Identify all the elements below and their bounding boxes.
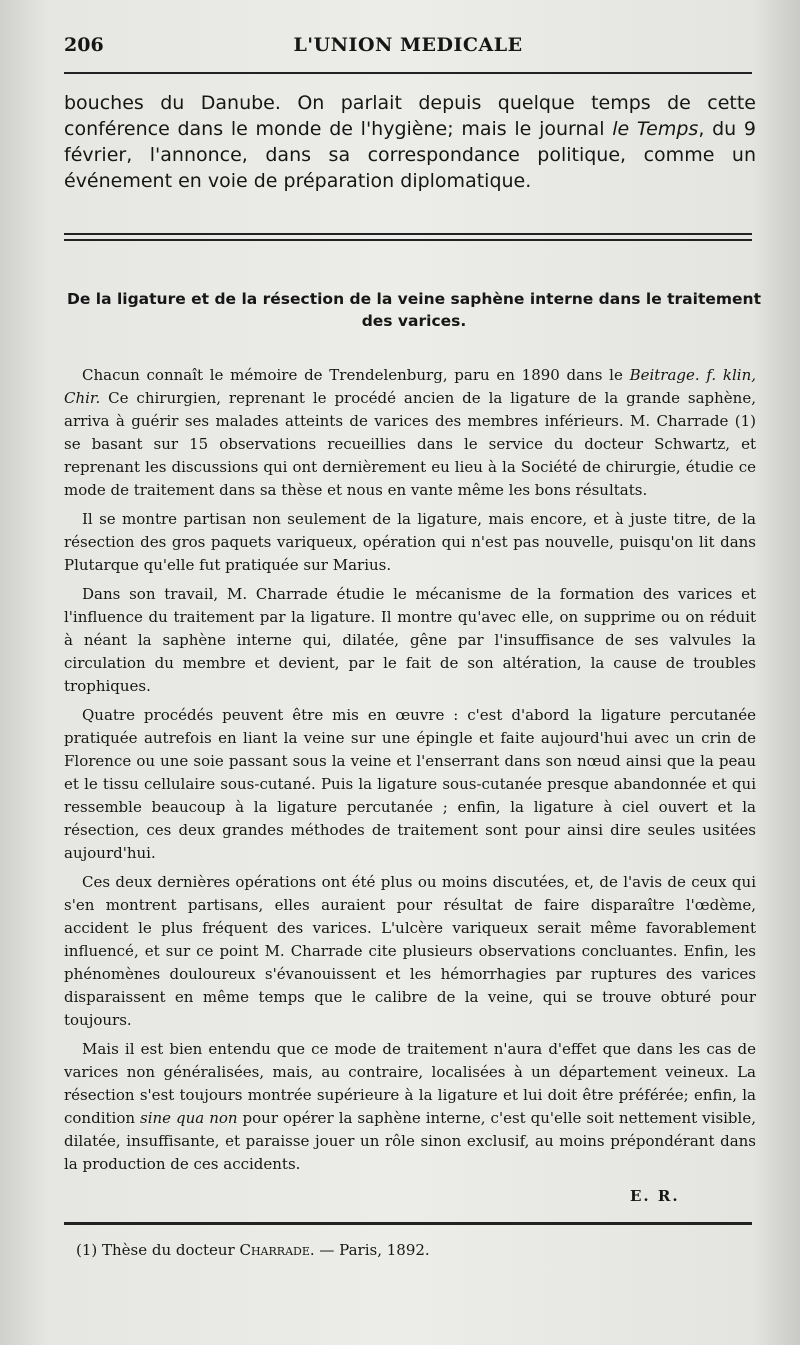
footnote-rule bbox=[64, 1222, 752, 1225]
text-segment: Chacun connaît le mémoire de Trendelenburg, paru en 1890 dans le bbox=[82, 366, 630, 384]
footnote-text: (1) Thèse du docteur bbox=[76, 1241, 240, 1259]
previous-article-paragraph bbox=[64, 90, 756, 194]
text-segment: bouches du Danube. On parlait depuis quelque temps de cette conférence dans le monde de l'hygiène; mais le journal bbox=[64, 92, 756, 140]
paragraph-2: Il se montre partisan non seulement de la ligature, mais encore, et à juste titre, de la résection des gros paquets variqueux, opération qui n'est pas nouvelle, puisqu'on lit dans Plutarque qu'elle fut pratiquée sur Marius. bbox=[64, 510, 756, 574]
footnote bbox=[76, 1240, 756, 1260]
author-signature: E. R. bbox=[630, 1187, 680, 1205]
newspaper-name: le Temps bbox=[612, 118, 699, 140]
previous-article-text bbox=[64, 90, 756, 194]
text-segment: , du 9 février, l'annonce, dans sa correspondance politique, comme un événement en voie de préparation diplomatique. bbox=[64, 118, 756, 192]
footnote-text: . — Paris, 1892. bbox=[309, 1241, 430, 1259]
header-rule bbox=[64, 72, 752, 74]
paragraph-4: Quatre procédés peuvent être mis en œuvre : c'est d'abord la ligature percutanée pratiquée autrefois en liant la veine sur une épingle et faite aujourd'hui avec un crin de Florence ou une soie passant sous la veine et l'enserrant dans son nœud ainsi que la peau et le tissu cellulaire sous-cutané. Puis la ligature sous-cutanée presque abandonnée et qui ressemble beaucoup à la ligature percutanée ; enfin, la ligature à ciel ouvert et la résection, ces deux grandes méthodes de traitement sont pour ainsi dire seules usitées aujourd'hui. bbox=[64, 706, 756, 862]
section-divider-top bbox=[64, 233, 752, 235]
text-segment: Ce chirurgien, reprenant le procédé ancien de la ligature de la grande saphène, arriva à guérir ses malades atteints de varices des membres inférieurs. M. Charrade (1) se basant sur 15 observations recueillies dans le service du docteur Schwartz, et reprenant les discussions qui ont dernièrement eu lieu à la Société de chirurgie, étudie ce mode de traitement dans sa thèse et nous en vante même les bons résultats. bbox=[64, 389, 756, 499]
journal-title: L'UNION MEDICALE bbox=[293, 34, 523, 56]
page-header bbox=[64, 30, 752, 62]
footnote-author: Charrade bbox=[239, 1241, 310, 1259]
page-number: 206 bbox=[64, 34, 104, 56]
article-title: De la ligature et de la résection de la veine saphène interne dans le traitement des varices. bbox=[67, 290, 761, 330]
paragraph-1 bbox=[64, 364, 756, 502]
paragraph-3: Dans son travail, M. Charrade étudie le mécanisme de la formation des varices et l'influence du traitement par la ligature. Il montre qu'avec elle, on supprime ou on réduit à néant la saphène interne qui, dilatée, gêne par l'insuffisance de ses valvules la circulation du membre et devient, par le fait de son altération, la cause de troubles trophiques. bbox=[64, 585, 756, 695]
article-body bbox=[64, 364, 756, 1182]
paragraph-5: Ces deux dernières opérations ont été plus ou moins discutées, et, de l'avis de ceux qui s'en montrent partisans, elles auraient pour résultat de faire disparaître l'œdème, accident le plus fréquent des varices. L'ulcère variqueux serait même favorablement influencé, et sur ce point M. Charrade cite plusieurs observations concluantes. Enfin, les phénomènes douloureux s'évanouissent et les hémorrhagies par ruptures des varices disparaissent en même temps que le calibre de la veine, qui se trouve obturé pour toujours. bbox=[64, 873, 756, 1029]
text-segment: Mais il est bien entendu que ce mode de traitement n'aura d'effet que dans les cas de varices non généralisées, mais, au contraire, localisées à un département veineux. La résection s'est toujours montrée supérieure à la ligature et lui doit être préférée; enfin, la condition bbox=[64, 1040, 756, 1127]
paragraph-6 bbox=[64, 1038, 756, 1176]
latin-phrase: sine qua non bbox=[140, 1109, 238, 1127]
section-divider-bottom bbox=[64, 239, 752, 241]
text-segment: pour opérer la saphène interne, c'est qu'elle soit nettement visible, dilatée, insuffisante, et paraisse jouer un rôle sinon exclusif, au moins prépondérant dans la production de ces accidents. bbox=[64, 1109, 756, 1173]
journal-citation: Beitrage. f. klin, Chir. bbox=[64, 366, 756, 407]
